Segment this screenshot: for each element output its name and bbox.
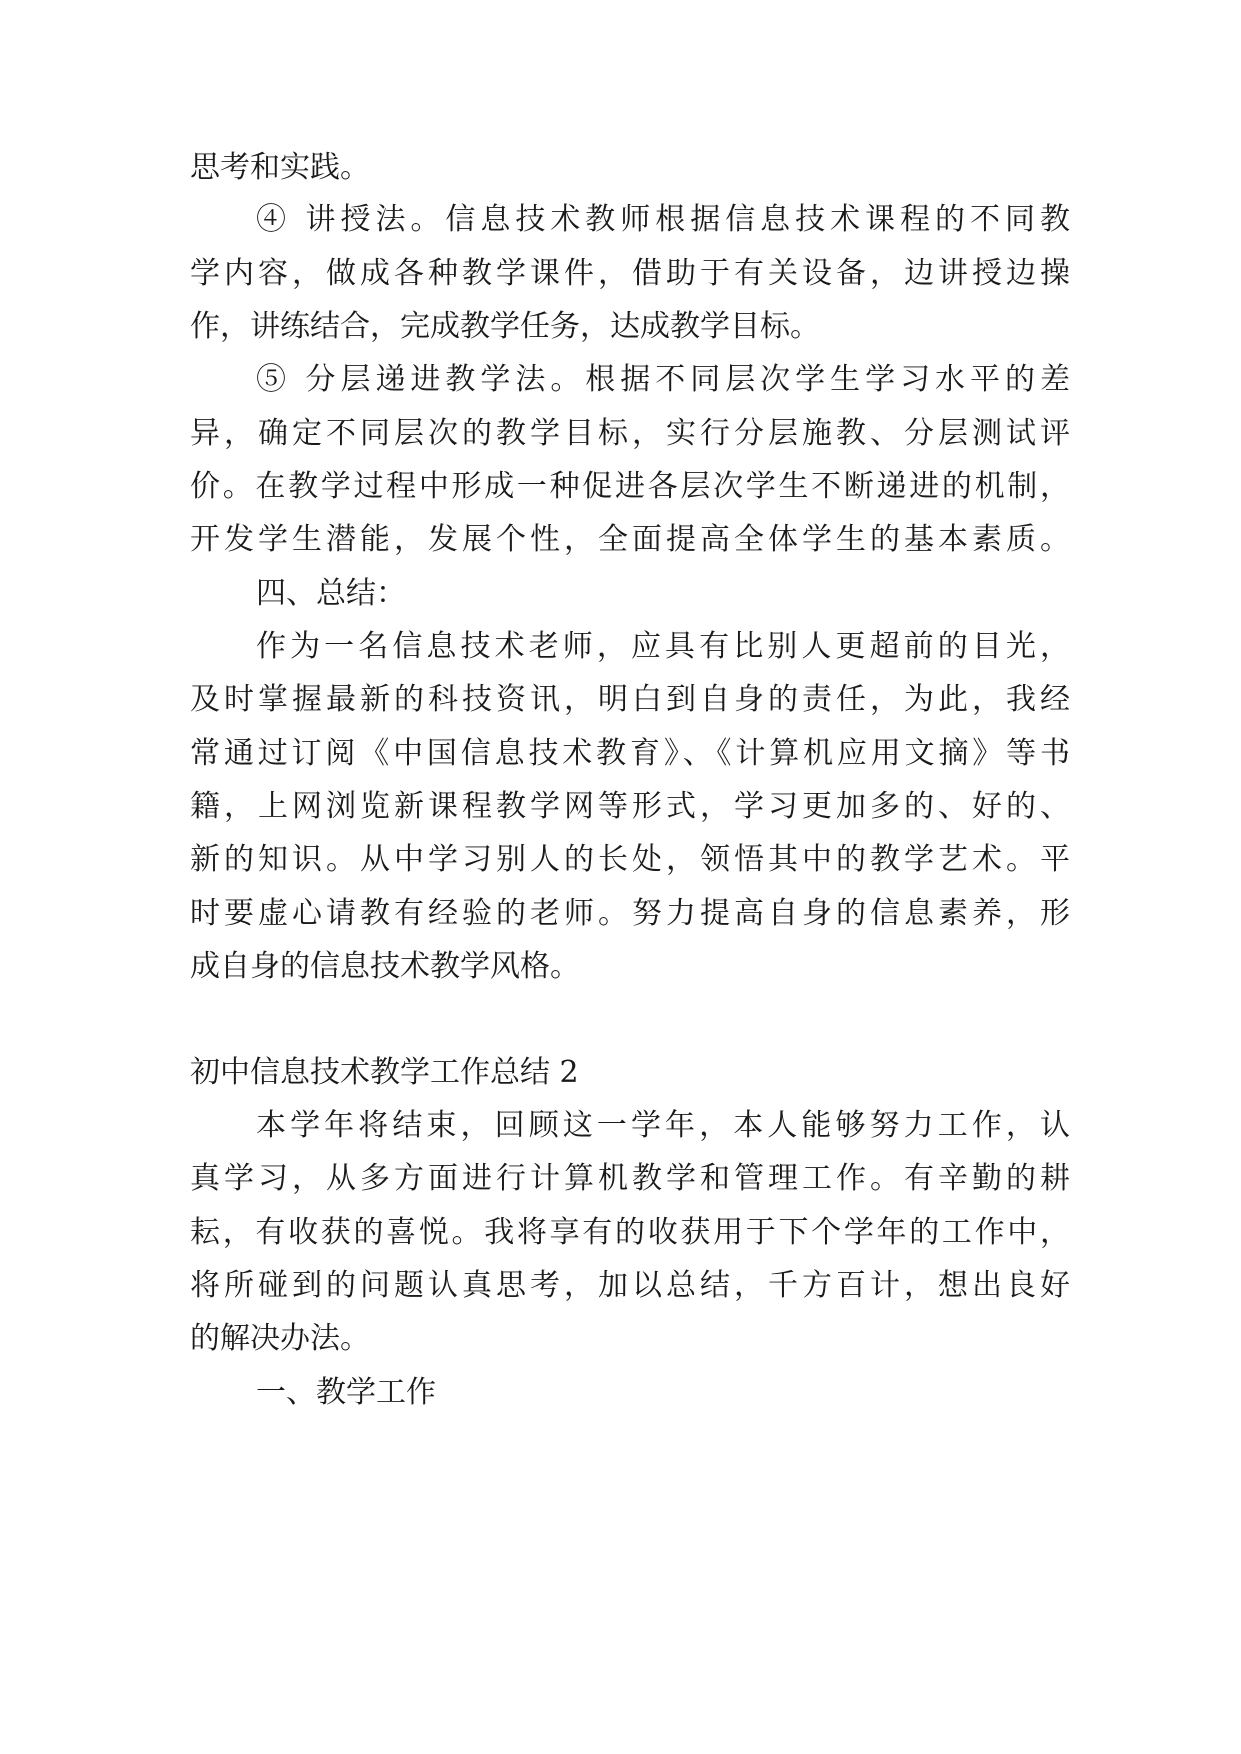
text-line: 将所碰到的问题认真思考，加以总结，千方百计，想出良好 <box>190 1268 1070 1303</box>
text-line: 学内容，做成各种教学课件，借助于有关设备，边讲授边操 <box>190 256 1070 291</box>
section-heading: 一、教学工作 <box>256 1375 436 1410</box>
text-line: 及时掌握最新的科技资讯，明白到自身的责任，为此，我经 <box>190 682 1070 717</box>
text-line: 常通过订阅《中国信息技术教育》、《计算机应用文摘》等书 <box>190 736 1070 771</box>
text-line: 的解决办法。 <box>190 1321 370 1356</box>
text-line: 耘，有收获的喜悦。我将享有的收获用于下个学年的工作中， <box>190 1215 1070 1250</box>
text-line: 作，讲练结合，完成教学任务，达成教学目标。 <box>190 309 820 344</box>
text-line: ⑤ 分层递进教学法。根据不同层次学生学习水平的差 <box>256 362 1070 397</box>
text-line: ④ 讲授法。信息技术教师根据信息技术课程的不同教 <box>256 202 1070 237</box>
section-heading: 四、总结： <box>256 576 406 611</box>
text-line: 作为一名信息技术老师，应具有比别人更超前的目光， <box>256 629 1070 664</box>
text-line: 开发学生潜能，发展个性，全面提高全体学生的基本素质。 <box>190 522 1070 557</box>
document-title: 初中信息技术教学工作总结 2 <box>190 1055 579 1090</box>
text-line: 异，确定不同层次的教学目标，实行分层施教、分层测试评 <box>190 416 1070 451</box>
text-line: 成自身的信息技术教学风格。 <box>190 949 580 984</box>
text-line: 真学习，从多方面进行计算机教学和管理工作。有辛勤的耕 <box>190 1161 1070 1196</box>
text-line: 本学年将结束，回顾这一学年，本人能够努力工作，认 <box>256 1108 1070 1143</box>
text-line: 时要虚心请教有经验的老师。努力提高自身的信息素养，形 <box>190 896 1070 931</box>
text-line: 籍，上网浏览新课程教学网等形式，学习更加多的、好的、 <box>190 789 1070 824</box>
text-line: 新的知识。从中学习别人的长处，领悟其中的教学艺术。平 <box>190 842 1070 877</box>
text-line: 价。在教学过程中形成一种促进各层次学生不断递进的机制， <box>190 469 1070 504</box>
text-line: 思考和实践。 <box>190 150 370 185</box>
